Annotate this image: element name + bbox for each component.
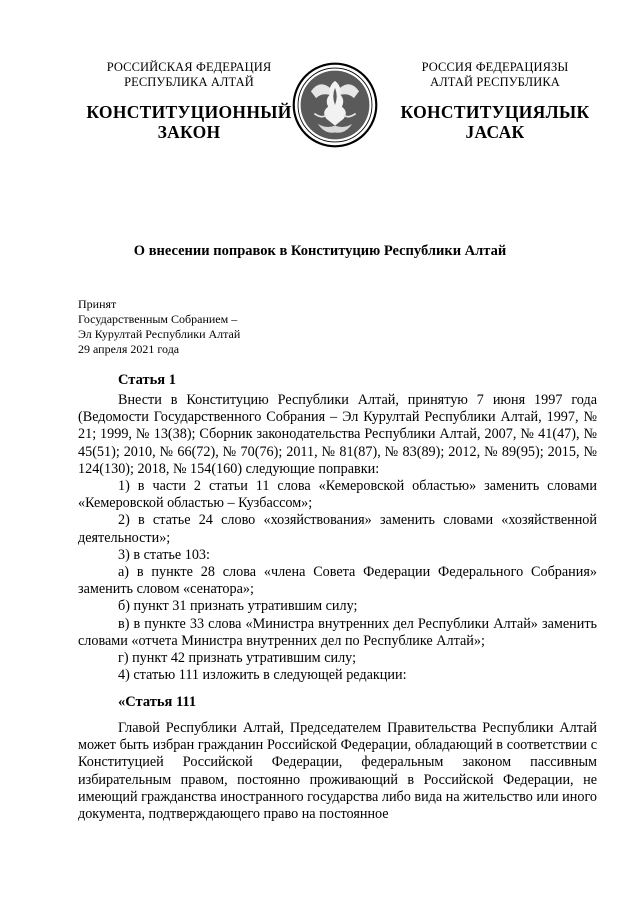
header-right-title1: КОНСТИТУЦИЯЛЫК [400, 102, 590, 122]
header-left-line1: РОССИЙСКАЯ ФЕДЕРАЦИЯ [106, 60, 272, 74]
article-1-item-3c: в) в пункте 33 слова «Министра внутренних дел Республики Алтай» заменить словами «отчета Министра внутренних дел по Республике Алтай»; [78, 615, 597, 649]
article-1-item-2: 2) в статье 24 слово «хозяйствования» заменить словами «хозяйственной деятельности»; [78, 512, 597, 546]
article-1-item-3d: г) пункт 42 признать утратившим силу; [118, 650, 357, 667]
article-1-intro: Внести в Конституцию Республики Алтай, принятую 7 июня 1997 года (Ведомости Государственного Собрания – Эл Курултай Республики Алтай, 1997, № 21; 1999, № 13(38); Сборник законодательства Республики Алтай, 2007, № 41(47), № 45(51); 2010, № 66(72), № 70(76); 2011, № 81(87), № 83(89); 2012, № 89(95); 2015, № 124(130); 2018, № 154(160) следующие поправки: [78, 392, 597, 477]
article-1-item-4: 4) статью 111 изложить в следующей редакции: [118, 667, 407, 684]
altai-republic-emblem-icon [292, 62, 378, 148]
header-right-title [384, 102, 606, 142]
article-111-body [78, 720, 597, 823]
adopted-line3: Эл Курултай Республики Алтай [78, 327, 241, 341]
article-1-heading: Статья 1 [118, 372, 176, 388]
adopted-date: 29 апреля 2021 года [78, 342, 180, 356]
article-1-item-3a: а) в пункте 28 слова «члена Совета Федерации Федерального Собрания» заменить словом «сенатора»; [78, 564, 597, 598]
header-right-line1: РОССИЯ ФЕДЕРАЦИЯЗЫ [421, 60, 569, 74]
header-left-line2: РЕСПУБЛИКА АЛТАЙ [124, 75, 254, 89]
header-left-title2: ЗАКОН [157, 122, 221, 142]
adopted-line2: Государственным Собранием – [78, 312, 238, 326]
article-1-item-3: 3) в статье 103: [118, 546, 210, 563]
document-title: О внесении поправок в Конституцию Республики Алтай [133, 243, 507, 259]
header-right-title2: JАСАК [465, 122, 525, 142]
header-left-title1: КОНСТИТУЦИОННЫЙ [86, 102, 292, 122]
article-1-item-3b: б) пункт 31 признать утратившим силу; [118, 598, 358, 615]
header-right-country [384, 60, 606, 90]
article-1-body [78, 392, 597, 684]
header-left-title [78, 102, 300, 142]
adopted-line1: Принят [78, 297, 117, 311]
adoption-info [78, 297, 240, 357]
article-111-text: Главой Республики Алтай, Председателем Правительства Республики Алтай может быть избран гражданин Российской Федерации, обладающий в соответствии с Конституцией Российской Федерации, федеральным законом пассивным избирательным правом, постоянно проживающий в Российской Федерации, не имеющий гражданства иностранного государства либо вида на жительство или иного документа, подтверждающего право на постоянное [78, 720, 598, 823]
article-111-heading: «Статья 111 [118, 694, 197, 710]
header-right-line2: АЛТАЙ РЕСПУБЛИКА [430, 75, 560, 89]
article-1-item-1: 1) в части 2 статьи 11 слова «Кемеровской областью» заменить словами «Кемеровской областью – Кузбассом»; [78, 478, 597, 512]
header-left-country [78, 60, 300, 90]
